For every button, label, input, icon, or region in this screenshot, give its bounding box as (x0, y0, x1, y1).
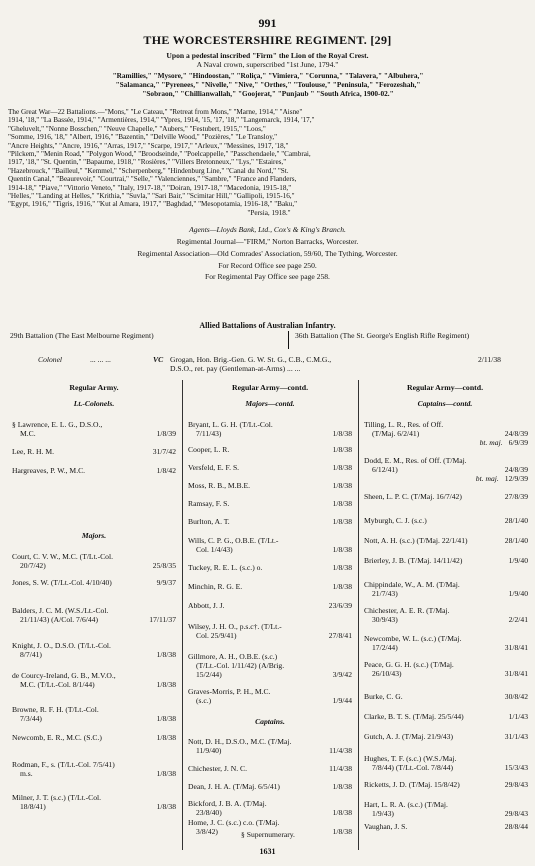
honours-line: "Salamanca," "Pyrenees," "Nivelle," "Nive," "Orthes," "Toulouse," "Peninsula," "Ferozeshah," (115, 80, 421, 89)
seniority-date: 1/8/39 (156, 429, 176, 438)
vc-mark: VC (153, 355, 164, 364)
officer-name: Vaughan, J. S. (364, 822, 408, 831)
brevet-date: 6/9/39 (508, 438, 528, 447)
footer-number: 1631 (259, 847, 276, 856)
officer-entry (188, 622, 352, 640)
page-title: THE WORCESTERSHIRE REGIMENT. [29] (143, 33, 392, 47)
page-number: 991 (258, 16, 277, 30)
brevet-label: bt. maj. (479, 438, 503, 447)
officer-entry (12, 705, 176, 723)
seniority-date: 1/8/38 (332, 429, 352, 438)
officer-entry (364, 712, 528, 721)
association-line: Regimental Association—Old Comrades' Association, 59/60, The Tything, Worcester. (137, 249, 398, 258)
col1-heading: Regular Army. (69, 383, 119, 392)
officer-name: Tilling, L. R., Res. of Off. (364, 420, 444, 429)
officer-name: Wills, C. P. G., O.B.E. (T/Lt.- (188, 536, 279, 545)
seniority-date: 1/8/38 (332, 517, 352, 526)
officer-name-cont: 20/7/42) (20, 561, 46, 570)
officer-name-cont: 21/7/43) (372, 589, 398, 598)
honours-line: "Sobraon," "Chillianwallah," "Goojerat," "Punjaub " "South Africa, 1900-02." (142, 89, 394, 98)
footnote: § Supernumerary. (241, 830, 295, 839)
seniority-date: 1/8/38 (156, 680, 176, 689)
officer-name: Cooper, L. R. (188, 445, 230, 454)
seniority-date: 28/1/40 (504, 536, 528, 545)
officer-entry (12, 606, 176, 624)
officer-name: Myburgh, C. J. (s.c.) (364, 516, 427, 525)
officer-name: Clarke, B. T. S. (T/Maj. 25/5/44) (364, 712, 464, 721)
officer-name: Bickford, J. B. A. (T/Maj. (188, 799, 267, 808)
officer-name: Wilsey, J. H. O., p.s.c†. (T/Lt.- (188, 622, 282, 631)
column-rule (182, 380, 183, 850)
battalion-29th: 29th Battalion (The East Melbourne Regiment) (10, 331, 154, 340)
officer-entry (12, 760, 176, 778)
officer-name: Knight, J. O., D.S.O. (T/Lt.-Col. (12, 641, 111, 650)
officer-name: Nott, A. H. (s.c.) (T/Maj. 22/1/41) (364, 536, 468, 545)
col1-subheading-majors: Majors. (81, 531, 107, 540)
seniority-date: 1/8/38 (332, 563, 352, 572)
officer-entry (364, 634, 528, 652)
officer-name-cont: M.C. (20, 429, 36, 438)
officer-name-cont: 3/8/42) (196, 827, 218, 836)
officer-entry (364, 660, 528, 678)
officer-name: Bryant, L. G. H. (T/Lt.-Col. (188, 420, 273, 429)
officer-entry (188, 563, 352, 572)
officer-name: Balders, J. C. M. (W.S./Lt.-Col. (12, 606, 109, 615)
seniority-date: 11/4/38 (329, 764, 352, 773)
honours-line: "Ramillies," "Mysore," "Hindoostan," "Roliça," "Vimiera," "Corunna," "Talavera," "Albuhera," (112, 71, 424, 80)
officer-name: Chichester, J. N. C. (188, 764, 247, 773)
officer-name-cont: 15/2/44) (196, 670, 222, 679)
officer-name: Milner, J. T. (s.c.) (T/Lt.-Col. (12, 793, 102, 802)
officer-name-cont: 7/11/43) (196, 429, 222, 438)
naval-crown-text: A Naval crown, superscribed "1st June, 1794." (196, 60, 339, 69)
officer-entry (12, 671, 176, 689)
seniority-date: 1/8/38 (156, 802, 176, 811)
officer-entry (188, 782, 352, 791)
seniority-date: 24/8/39 (504, 465, 528, 474)
great-war-line: "Egypt, 1916," "Tigris, 1916," "Kut al Amara, 1917," "Baghdad," "Mesopotamia, 1916-18," "Baku," (8, 200, 298, 209)
officer-name-cont: 17/2/44) (372, 643, 398, 652)
officer-name: Newcombe, W. L. (s.c.) (T/Maj. (364, 634, 462, 643)
seniority-date: 31/8/41 (504, 669, 528, 678)
officer-name: Nott, D. H., D.S.O., M.C. (T/Maj. (188, 737, 292, 746)
officer-entry (188, 764, 352, 773)
pay-office-line: For Regimental Pay Office see page 258. (205, 272, 330, 281)
colonel-name: Grogan, Hon. Brig.-Gen. G. W. St. G., C.B., C.M.G., (170, 355, 332, 364)
officer-name: Burlton, A. T. (188, 517, 230, 526)
officer-entry (364, 536, 528, 545)
seniority-date: 17/11/37 (149, 615, 176, 624)
seniority-date: 1/8/38 (156, 714, 176, 723)
col1-subheading-ltcols: Lt.-Colonels. (73, 399, 115, 408)
officer-entry (12, 552, 176, 570)
officer-entry (12, 793, 176, 811)
officer-name-cont: m.s. (20, 769, 33, 778)
seniority-date: 1/8/38 (332, 582, 352, 591)
seniority-date: 1/8/38 (332, 481, 352, 490)
colonel-name-cont: D.S.O., ret. pay (Gentleman-at-Arms) ... ... (170, 364, 301, 373)
column-rule (358, 380, 359, 850)
officer-name: Versfeld, E. F. S. (188, 463, 240, 472)
great-war-honours (8, 108, 530, 217)
officer-name: Hargreaves, P. W., M.C. (12, 466, 86, 475)
officer-name: Gillmore, A. H., O.B.E. (s.c.) (188, 652, 278, 661)
officer-name: Graves-Morris, P. H., M.C. (188, 687, 271, 696)
seniority-date: 29/8/43 (504, 809, 528, 818)
officer-name-cont: 23/8/40) (196, 808, 222, 817)
officer-name: Chippindale, W., A. M. (T/Maj. (364, 580, 460, 589)
officer-name: § Lawrence, E. L. G., D.S.O., (12, 420, 103, 429)
seniority-date: 31/7/42 (152, 447, 176, 456)
officer-entry (188, 517, 352, 526)
officer-entry (12, 578, 176, 587)
seniority-date: 27/8/39 (504, 492, 528, 501)
officer-entry (188, 687, 352, 705)
seniority-date: 25/8/35 (152, 561, 176, 570)
seniority-date: 1/8/38 (332, 827, 352, 836)
officer-entry (12, 733, 176, 742)
agents-line: Agents—Lloyds Bank, Ltd., Cox's & King's Branch. (189, 225, 346, 234)
officer-name: Rodman, F., s. (T/Lt.-Col. 7/5/41) (12, 760, 115, 769)
seniority-date: 1/9/44 (332, 696, 352, 705)
seniority-date: 28/8/44 (504, 822, 528, 831)
officer-name: Minchin, R. G. E. (188, 582, 243, 591)
officer-entry (188, 463, 352, 472)
seniority-date: 24/8/39 (504, 429, 528, 438)
seniority-date: 1/8/38 (156, 769, 176, 778)
col2-subheading-majors: Majors—contd. (245, 399, 295, 408)
officer-entry (364, 780, 528, 789)
officer-entry (188, 420, 352, 438)
officer-name-cont: 7/3/44) (20, 714, 42, 723)
officer-entry (364, 580, 528, 598)
seniority-date: 1/8/38 (332, 808, 352, 817)
journal-line: Regimental Journal—"FIRM," Norton Barracks, Worcester. (176, 237, 359, 246)
great-war-line: 1917, '18," "St. Quentin," "Bapaume, 1918," "Rosières," "Villers Bretonneux," "Lys," "Estaires," (8, 158, 287, 167)
officer-name-cont: 11/9/40) (196, 746, 222, 755)
officer-name-cont: 30/9/43) (372, 615, 398, 624)
officer-name-cont: 6/12/41) (372, 465, 398, 474)
officer-name: Moss, R. B., M.B.E. (188, 481, 251, 490)
officer-name: Ricketts, J. D. (T/Maj. 15/8/42) (364, 780, 460, 789)
seniority-date: 1/8/38 (332, 782, 352, 791)
allied-battalions-heading: Allied Battalions of Australian Infantry. (199, 321, 336, 330)
seniority-date: 27/8/41 (328, 631, 352, 640)
officer-name-cont: (T/Lt.-Col. 1/11/42) (A/Brig. (196, 661, 285, 670)
seniority-date: 30/8/42 (504, 692, 528, 701)
great-war-line: The Great War—22 Battalions.—"Mons," "Le Cateau," "Retreat from Mons," "Marne, 1914," "Aisne" (8, 108, 303, 116)
officer-entry (364, 556, 528, 565)
great-war-line: "Helles," "Landing at Helles," "Krithia," "Suvla," "Sari Bair," "Scimitar Hill," "Gallipoli, 1915-16," (8, 192, 295, 201)
col3-subheading-captains: Captains—contd. (417, 399, 473, 408)
officer-name-cont: (T/Maj. 6/2/41) (372, 429, 420, 438)
officer-name: Dean, J. H. A. (T/Maj. 6/5/41) (188, 782, 280, 791)
officer-entry (188, 799, 352, 817)
officer-entry (364, 754, 528, 772)
seniority-date: 1/8/38 (332, 499, 352, 508)
col2-heading: Regular Army—contd. (231, 383, 309, 392)
officer-name: Hart, L. R. A. (s.c.) (T/Maj. (364, 800, 448, 809)
great-war-line: "Gheluvelt," "Nonne Bosschen," "Neuve Chapelle," "Aubers," "Festubert, 1915," "Loos," (8, 124, 266, 133)
seniority-date: 1/8/38 (332, 545, 352, 554)
seniority-date: 2/2/41 (508, 615, 528, 624)
great-war-line: Quentin Canal," "Beaurevoir," "Courtrai," "Selle," "Valenciennes," "Sambre," "France and Flanders, (8, 175, 297, 184)
seniority-date: 15/3/43 (504, 763, 528, 772)
record-office-line: For Record Office see page 250. (218, 261, 317, 270)
officer-entry (364, 420, 528, 447)
brevet-label: bt. maj. (475, 474, 499, 483)
officer-name: Court, C. V. W., M.C. (T/Lt.-Col. (12, 552, 113, 561)
officer-name: Dodd, E. M., Res. of Off. (T/Maj. (364, 456, 467, 465)
seniority-date: 1/8/38 (156, 650, 176, 659)
officer-name-cont: 1/9/43) (372, 809, 394, 818)
officer-entry (364, 732, 528, 741)
officer-entry (364, 692, 528, 701)
seniority-date: 29/8/43 (504, 780, 528, 789)
officer-name: Newcomb, E. R., M.C. (S.C.) (12, 733, 102, 742)
seniority-date: 31/1/43 (504, 732, 528, 741)
officer-name: Hughes, T. F. (s.c.) (W.S./Maj. (364, 754, 457, 763)
colonel-date: 2/11/38 (478, 355, 501, 364)
great-war-line: "Hazebrouck," "Bailleul," "Kemmel," "Scherpenberg," "Hindenburg Line," "Canal du Nord," "St. (8, 166, 289, 175)
officer-name: Abbott, J. J. (188, 601, 225, 610)
seniority-date: 11/4/38 (329, 746, 352, 755)
great-war-line: "Ancre Heights," "Ancre, 1916," "Arras, 1917," "Scarpe, 1917," "Arleux," "Messines, 1917, '18," (8, 141, 289, 150)
seniority-date: 1/8/38 (332, 463, 352, 472)
seniority-date: 1/8/38 (156, 733, 176, 742)
officer-name: Peace, G. G. H. (s.c.) (T/Maj. (364, 660, 454, 669)
officer-entry (188, 652, 352, 679)
officer-name-cont: Col. 25/9/41) (196, 631, 237, 640)
officer-entry (188, 601, 352, 610)
officer-entry (12, 466, 176, 475)
brevet-line (364, 474, 528, 483)
battle-honours (8, 71, 528, 98)
officer-name-cont: 7/8/44) (T/Lt.-Col. 7/8/44) (372, 763, 453, 772)
seniority-date: 9/9/37 (156, 578, 176, 587)
seniority-date: 1/8/42 (156, 466, 176, 475)
officer-name-cont: M.C. (T/Lt.-Col. 8/1/44) (20, 680, 95, 689)
seniority-date: 1/1/43 (508, 712, 528, 721)
col3-heading: Regular Army—contd. (406, 383, 484, 392)
battalion-36th: 36th Battalion (The St. George's English Rifle Regiment) (295, 331, 470, 340)
officer-name: Ramsay, F. S. (188, 499, 230, 508)
great-war-line: 1914-18," "Piave," "Vittorio Veneto," "Italy, 1917-18," "Doiran, 1917-18," "Macedonia, 1915-18," (8, 183, 292, 192)
seniority-date: 1/9/40 (508, 556, 528, 565)
officer-name-cont: Col. 1/4/43) (196, 545, 233, 554)
officer-entry (364, 606, 528, 624)
officer-name: Chichester, A. E. R. (T/Maj. (364, 606, 450, 615)
seniority-date: 1/8/38 (332, 445, 352, 454)
officer-entry (364, 800, 528, 818)
officer-entry (364, 456, 528, 483)
officer-name: Gutch, A. J. (T/Maj. 21/9/43) (364, 732, 454, 741)
brevet-line (364, 438, 528, 447)
officer-entry (12, 447, 176, 456)
officer-name-cont: 21/11/43) (A/Col. 7/6/44) (20, 615, 98, 624)
officer-name: Browne, R. F. H. (T/Lt.-Col. (12, 705, 99, 714)
colonel-label: Colonel (38, 355, 63, 364)
officer-name: Lee, R. H. M. (12, 447, 54, 456)
battalion-divider (288, 331, 289, 349)
colonel-dots: ... ... ... (90, 355, 111, 364)
officer-entry (364, 492, 528, 501)
officer-name: Home, J. C. (s.c.) c.o. (T/Maj. (188, 818, 280, 827)
seniority-date: 31/8/41 (504, 643, 528, 652)
seniority-date: 23/6/39 (328, 601, 352, 610)
officer-name-cont: 26/10/43) (372, 669, 402, 678)
officer-name: Jones, S. W. (T/Lt.-Col. 4/10/40) (12, 578, 112, 587)
officer-entry (12, 420, 176, 438)
officer-entry (188, 499, 352, 508)
seniority-date: 3/9/42 (332, 670, 352, 679)
great-war-line: "Pilckem," "Menin Road," "Polygon Wood," "Broodseinde," "Poelcappelle," "Passchendaele," "Cambrai, (8, 150, 311, 159)
officer-entry (188, 582, 352, 591)
officer-entry (12, 641, 176, 659)
officer-name: de Courcy-Ireland, G. B., M.V.O., (12, 671, 116, 680)
officer-name-cont: (s.c.) (196, 696, 212, 705)
great-war-line: "Somme, 1916, '18," "Albert, 1916," "Bazentin," "Delville Wood," "Pozières," "Le Transloy," (8, 133, 278, 142)
officer-entry (364, 516, 528, 525)
officer-name: Burke, C. G. (364, 692, 403, 701)
great-war-line: 1914, '18," "La Bassée, 1914," "Armentières, 1914," "Ypres, 1914, '15, '17, '18," "Langemarck, 1914, '17," (8, 116, 315, 125)
officer-name: Tuckey, R. E. L. (s.c.) o. (188, 563, 263, 572)
seniority-date: 28/1/40 (504, 516, 528, 525)
officer-name-cont: 18/8/41) (20, 802, 46, 811)
officer-entry (188, 536, 352, 554)
officer-entry (188, 481, 352, 490)
officer-name-cont: 8/7/41) (20, 650, 42, 659)
officer-name: Sheen, L. P. C. (T/Maj. 16/7/42) (364, 492, 462, 501)
great-war-line: "Persia, 1918." (247, 208, 291, 217)
col2-subheading-captains: Captains. (255, 717, 285, 726)
officer-entry (364, 822, 528, 831)
badge-description: Upon a pedestal inscribed "Firm" the Lion of the Royal Crest. (166, 51, 369, 60)
officer-name: Brierley, J. B. (T/Maj. 14/11/42) (364, 556, 463, 565)
seniority-date: 1/9/40 (508, 589, 528, 598)
brevet-date: 12/9/39 (504, 474, 528, 483)
officer-entry (188, 445, 352, 454)
officer-entry (188, 737, 352, 755)
